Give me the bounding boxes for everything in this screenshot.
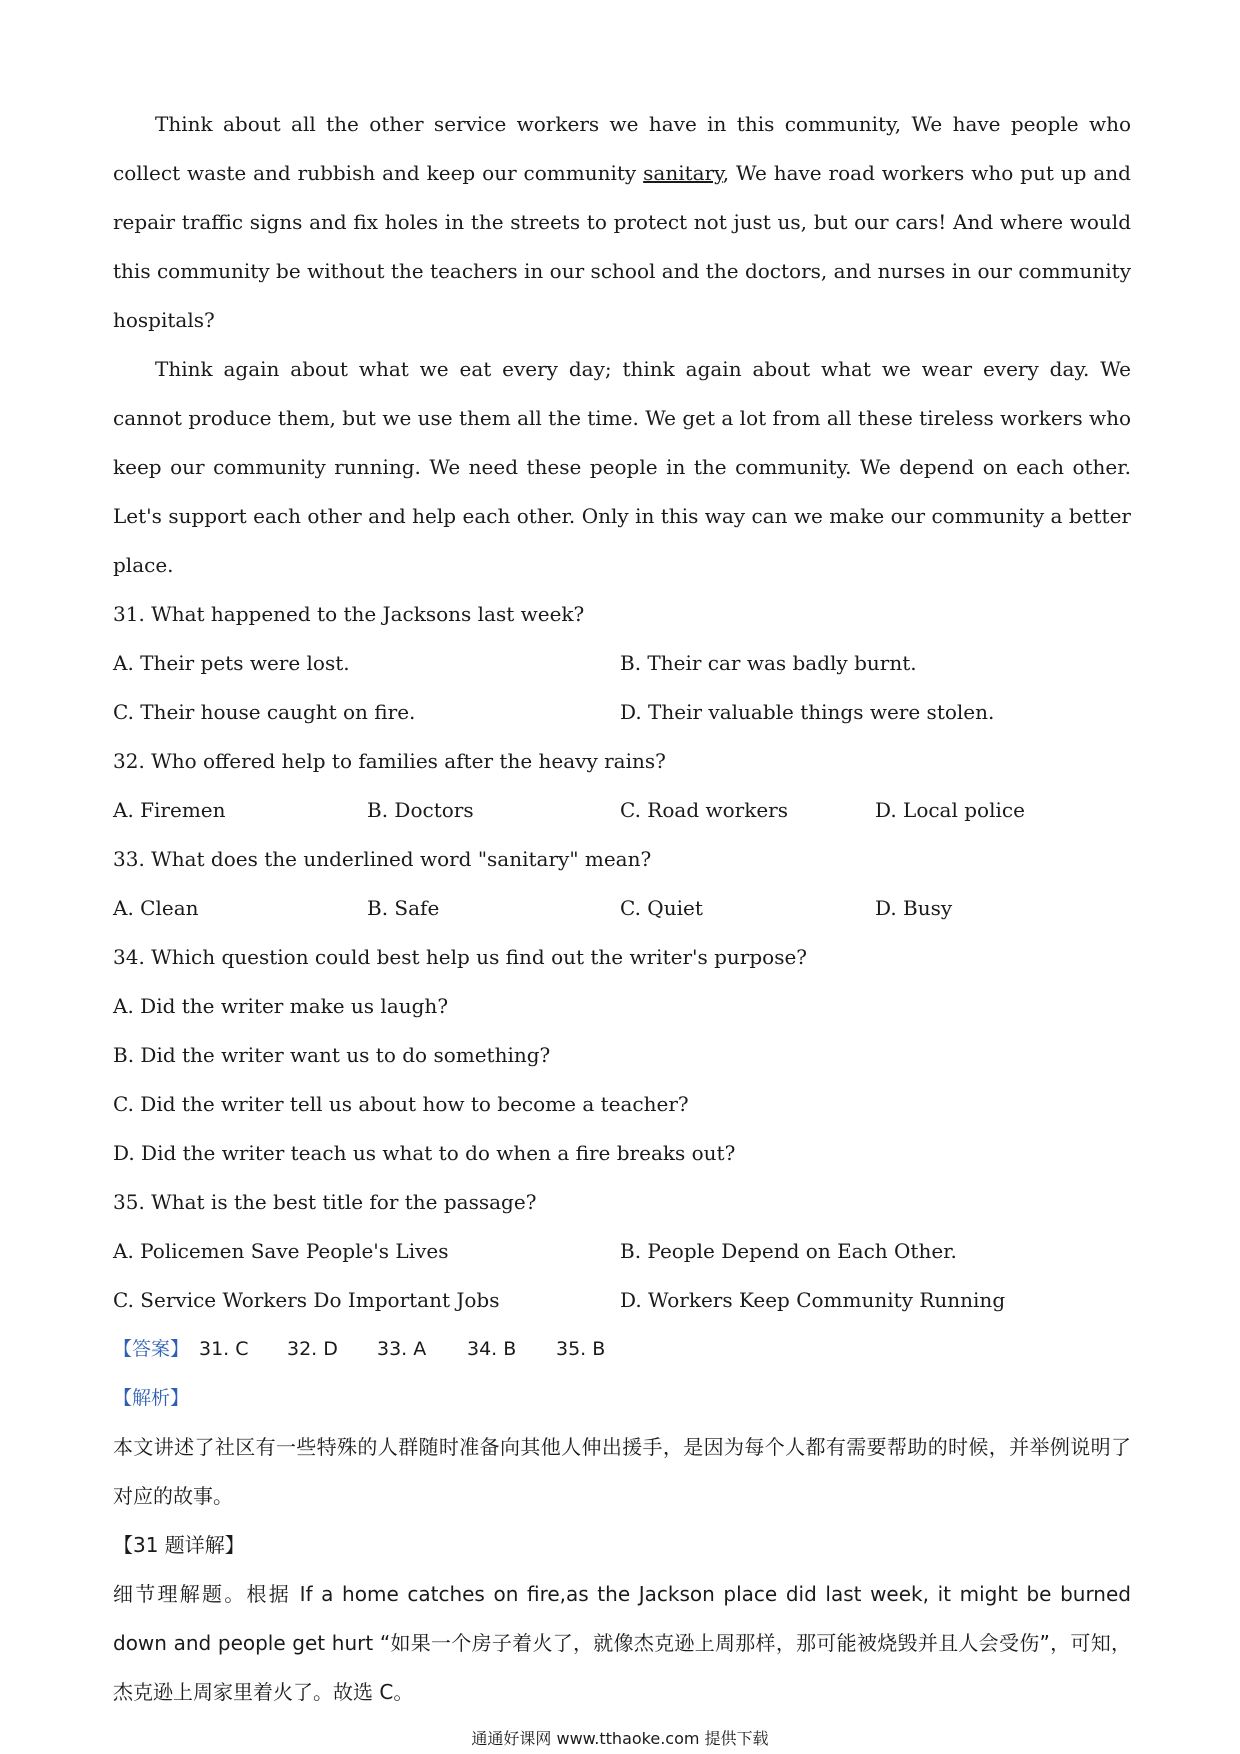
question-35-options-row-2: [113, 1276, 1131, 1325]
question-33-stem: 33. What does the underlined word "sanitary" mean?: [113, 847, 652, 871]
option-33-a: A. Clean: [113, 896, 199, 920]
answer-32: 32. D: [287, 1338, 338, 1360]
passage-paragraph-1: [113, 100, 1131, 345]
answer-31: 31. C: [199, 1338, 249, 1360]
option-31-a: A. Their pets were lost.: [113, 651, 350, 675]
page-footer: 通通好课网 www.tthaoke.com 提供下载: [471, 1729, 769, 1748]
answer-label: 【答案】: [113, 1338, 190, 1360]
option-33-c: C. Quiet: [620, 896, 703, 920]
option-31-b: B. Their car was badly burnt.: [620, 651, 917, 675]
option-34-a: A. Did the writer make us laugh?: [113, 994, 449, 1018]
q31-detail-label: 【31 题详解】: [113, 1533, 245, 1557]
option-35-d: D. Workers Keep Community Running: [620, 1288, 1006, 1312]
option-35-a: A. Policemen Save People's Lives: [113, 1239, 449, 1263]
option-34-b: B. Did the writer want us to do something?: [113, 1043, 551, 1067]
option-32-c: C. Road workers: [620, 798, 788, 822]
question-35-options-row-1: [113, 1227, 1131, 1276]
p1-text-after: , We have road workers who put up and repair traffic signs and fix holes in the streets to protect not just us, but our cars! And where would this community be without the teachers in our school and the doctors, and nurses in our community hospitals?: [113, 161, 1131, 332]
option-35-c: C. Service Workers Do Important Jobs: [113, 1288, 500, 1312]
question-33-options: [113, 884, 1131, 933]
answer-line: [113, 1325, 1131, 1374]
question-35-stem: 35. What is the best title for the passage?: [113, 1190, 537, 1214]
question-32-stem: 32. Who offered help to families after the heavy rains?: [113, 749, 666, 773]
p1-text-before: Think about all the other service workers we have in this community, We have people who collect waste and rubbish and keep our community: [113, 112, 1131, 185]
q31-detail-text: 细节理解题。根据 If a home catches on fire,as the Jackson place did last week, it might be burned down and people get hurt “如果一个房子着火了，就像杰克逊上周那样，那可能被烧毁并且人会受伤”，可知，杰克逊上周家里着火了。故选 C。: [113, 1582, 1131, 1704]
answer-35: 35. B: [556, 1338, 606, 1360]
document-page: [113, 100, 1131, 1717]
option-32-d: D. Local police: [875, 798, 1025, 822]
option-32-a: A. Firemen: [113, 798, 226, 822]
option-32-b: B. Doctors: [367, 798, 474, 822]
answer-34: 34. B: [467, 1338, 517, 1360]
option-31-c: C. Their house caught on fire.: [113, 700, 416, 724]
option-31-d: D. Their valuable things were stolen.: [620, 700, 995, 724]
question-31-stem: 31. What happened to the Jacksons last week?: [113, 602, 585, 626]
option-34-d: D. Did the writer teach us what to do when a fire breaks out?: [113, 1141, 736, 1165]
question-31-options-row-1: [113, 639, 1131, 688]
answer-33: 33. A: [377, 1338, 427, 1360]
analysis-label: 【解析】: [113, 1387, 190, 1409]
analysis-summary: 本文讲述了社区有一些特殊的人群随时准备向其他人伸出援手，是因为每个人都有需要帮助的时候，并举例说明了对应的故事。: [113, 1435, 1131, 1508]
underlined-word-sanitary: sanitary: [643, 161, 723, 185]
option-33-b: B. Safe: [367, 896, 440, 920]
question-31-options-row-2: [113, 688, 1131, 737]
option-35-b: B. People Depend on Each Other.: [620, 1239, 957, 1263]
option-33-d: D. Busy: [875, 896, 953, 920]
question-32-options: [113, 786, 1131, 835]
option-34-c: C. Did the writer tell us about how to become a teacher?: [113, 1092, 689, 1116]
question-34-stem: 34. Which question could best help us find out the writer's purpose?: [113, 945, 808, 969]
passage-paragraph-2: Think again about what we eat every day; think again about what we wear every day. We cannot produce them, but we use them all the time. We get a lot from all these tireless workers who keep our community running. We need these people in the community. We depend on each other. Let's support each other and help each other. Only in this way can we make our community a better place.: [113, 357, 1131, 577]
